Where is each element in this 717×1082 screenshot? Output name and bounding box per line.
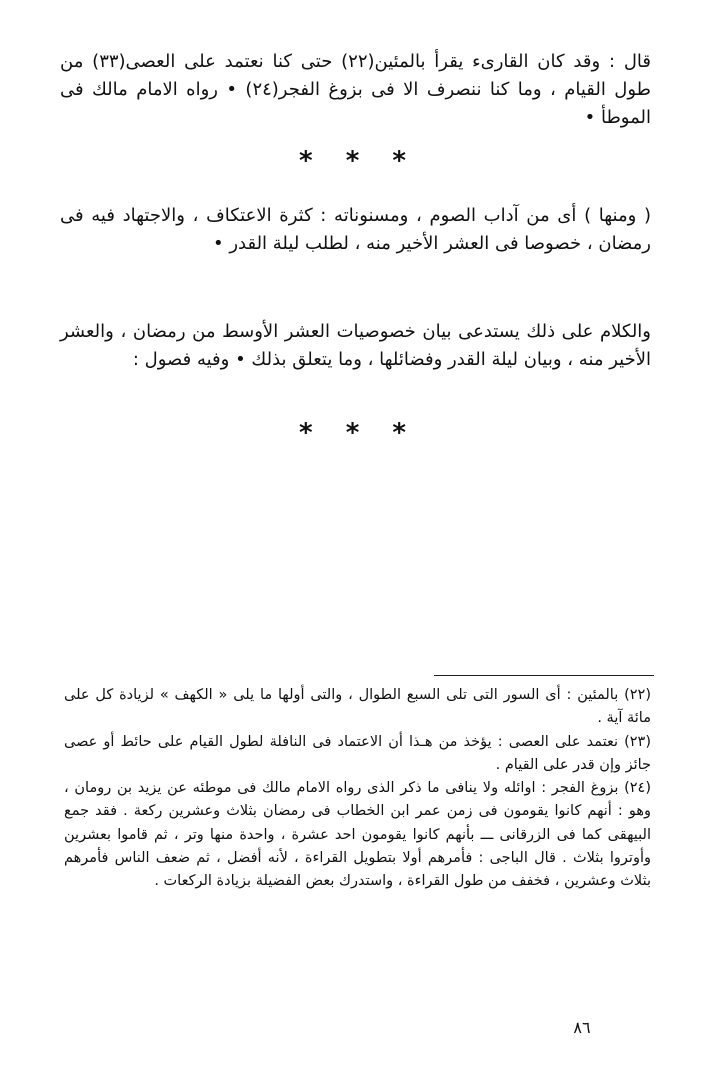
paragraph-text: ( ومنها ) أى من آداب الصوم ، ومسنوناته : كثرة الاعتكاف ، والاجتهاد فيه فى رمضان ، خصوصا فى العشر الأخير منه ، لطلب ليلة القدر • (60, 205, 651, 254)
footnotes-section (64, 684, 651, 894)
footnote-23: (٢٣) نعتمد على العصى : يؤخذ من هـذا أن الاعتماد فى النافلة لطول القيام على حائط أو عصى جائز وإن قدر على القيام . (64, 733, 651, 773)
paragraph-text: والكلام على ذلك يستدعى بيان خصوصيات العشر الأوسط من رمضان ، والعشر الأخير منه ، وبيان ليلة القدر وفضائلها ، وما يتعلق بذلك • وفيه فصول : (60, 321, 651, 370)
main-paragraph-hadith (60, 48, 651, 132)
main-paragraph-itikaf (60, 202, 651, 258)
page-number: ٨٦ (573, 1018, 591, 1037)
footnote-24: (٢٤) بزوغ الفجر : اوائله ولا ينافى ما ذكر الذى رواه الامام مالك فى موطئه عن يزيد بن رومان ، وهو : أنهم كانوا يقومون فى زمن عمر ابن الخطاب فى رمضان بثلاث وعشرين ركعة . فقد جمع البيهقى كما فى الزرقانى ـــ بأنهم كانوا يقومون احد عشرة ، واحدة منها وتر ، ثم قاموا بعشرين وأوتروا بثلاث . قال الباجى : فأمرهم أولا بتطويل القراءة ، لأنه أفضل ، ثم ضعف الناس فأمرهم بثلاث وعشرين ، فخفف من طول القراءة ، واستدرك بعض الفضيلة بزيادة الركعات . (64, 780, 651, 890)
footnote-22: (٢٢) بالمئين : أى السور التى تلى السبع الطوال ، والتى أولها ما يلى « الكهف » لزيادة كل على مائة آية . (64, 687, 651, 727)
footnote-divider (434, 675, 654, 676)
paragraph-text: قال : وقد كان القارىء يقرأ بالمئين(٢٢) حتى كنا نعتمد على العصى(٣٣) من طول القيام ، وما كنا ننصرف الا فى بزوغ الفجر(٢٤) • رواه الامام مالك فى الموطأ • (60, 51, 651, 128)
main-paragraph-laylat-al-qadr (60, 318, 651, 374)
asterisk-separator: * * * (299, 146, 418, 176)
asterisk-separator: * * * (299, 418, 418, 448)
